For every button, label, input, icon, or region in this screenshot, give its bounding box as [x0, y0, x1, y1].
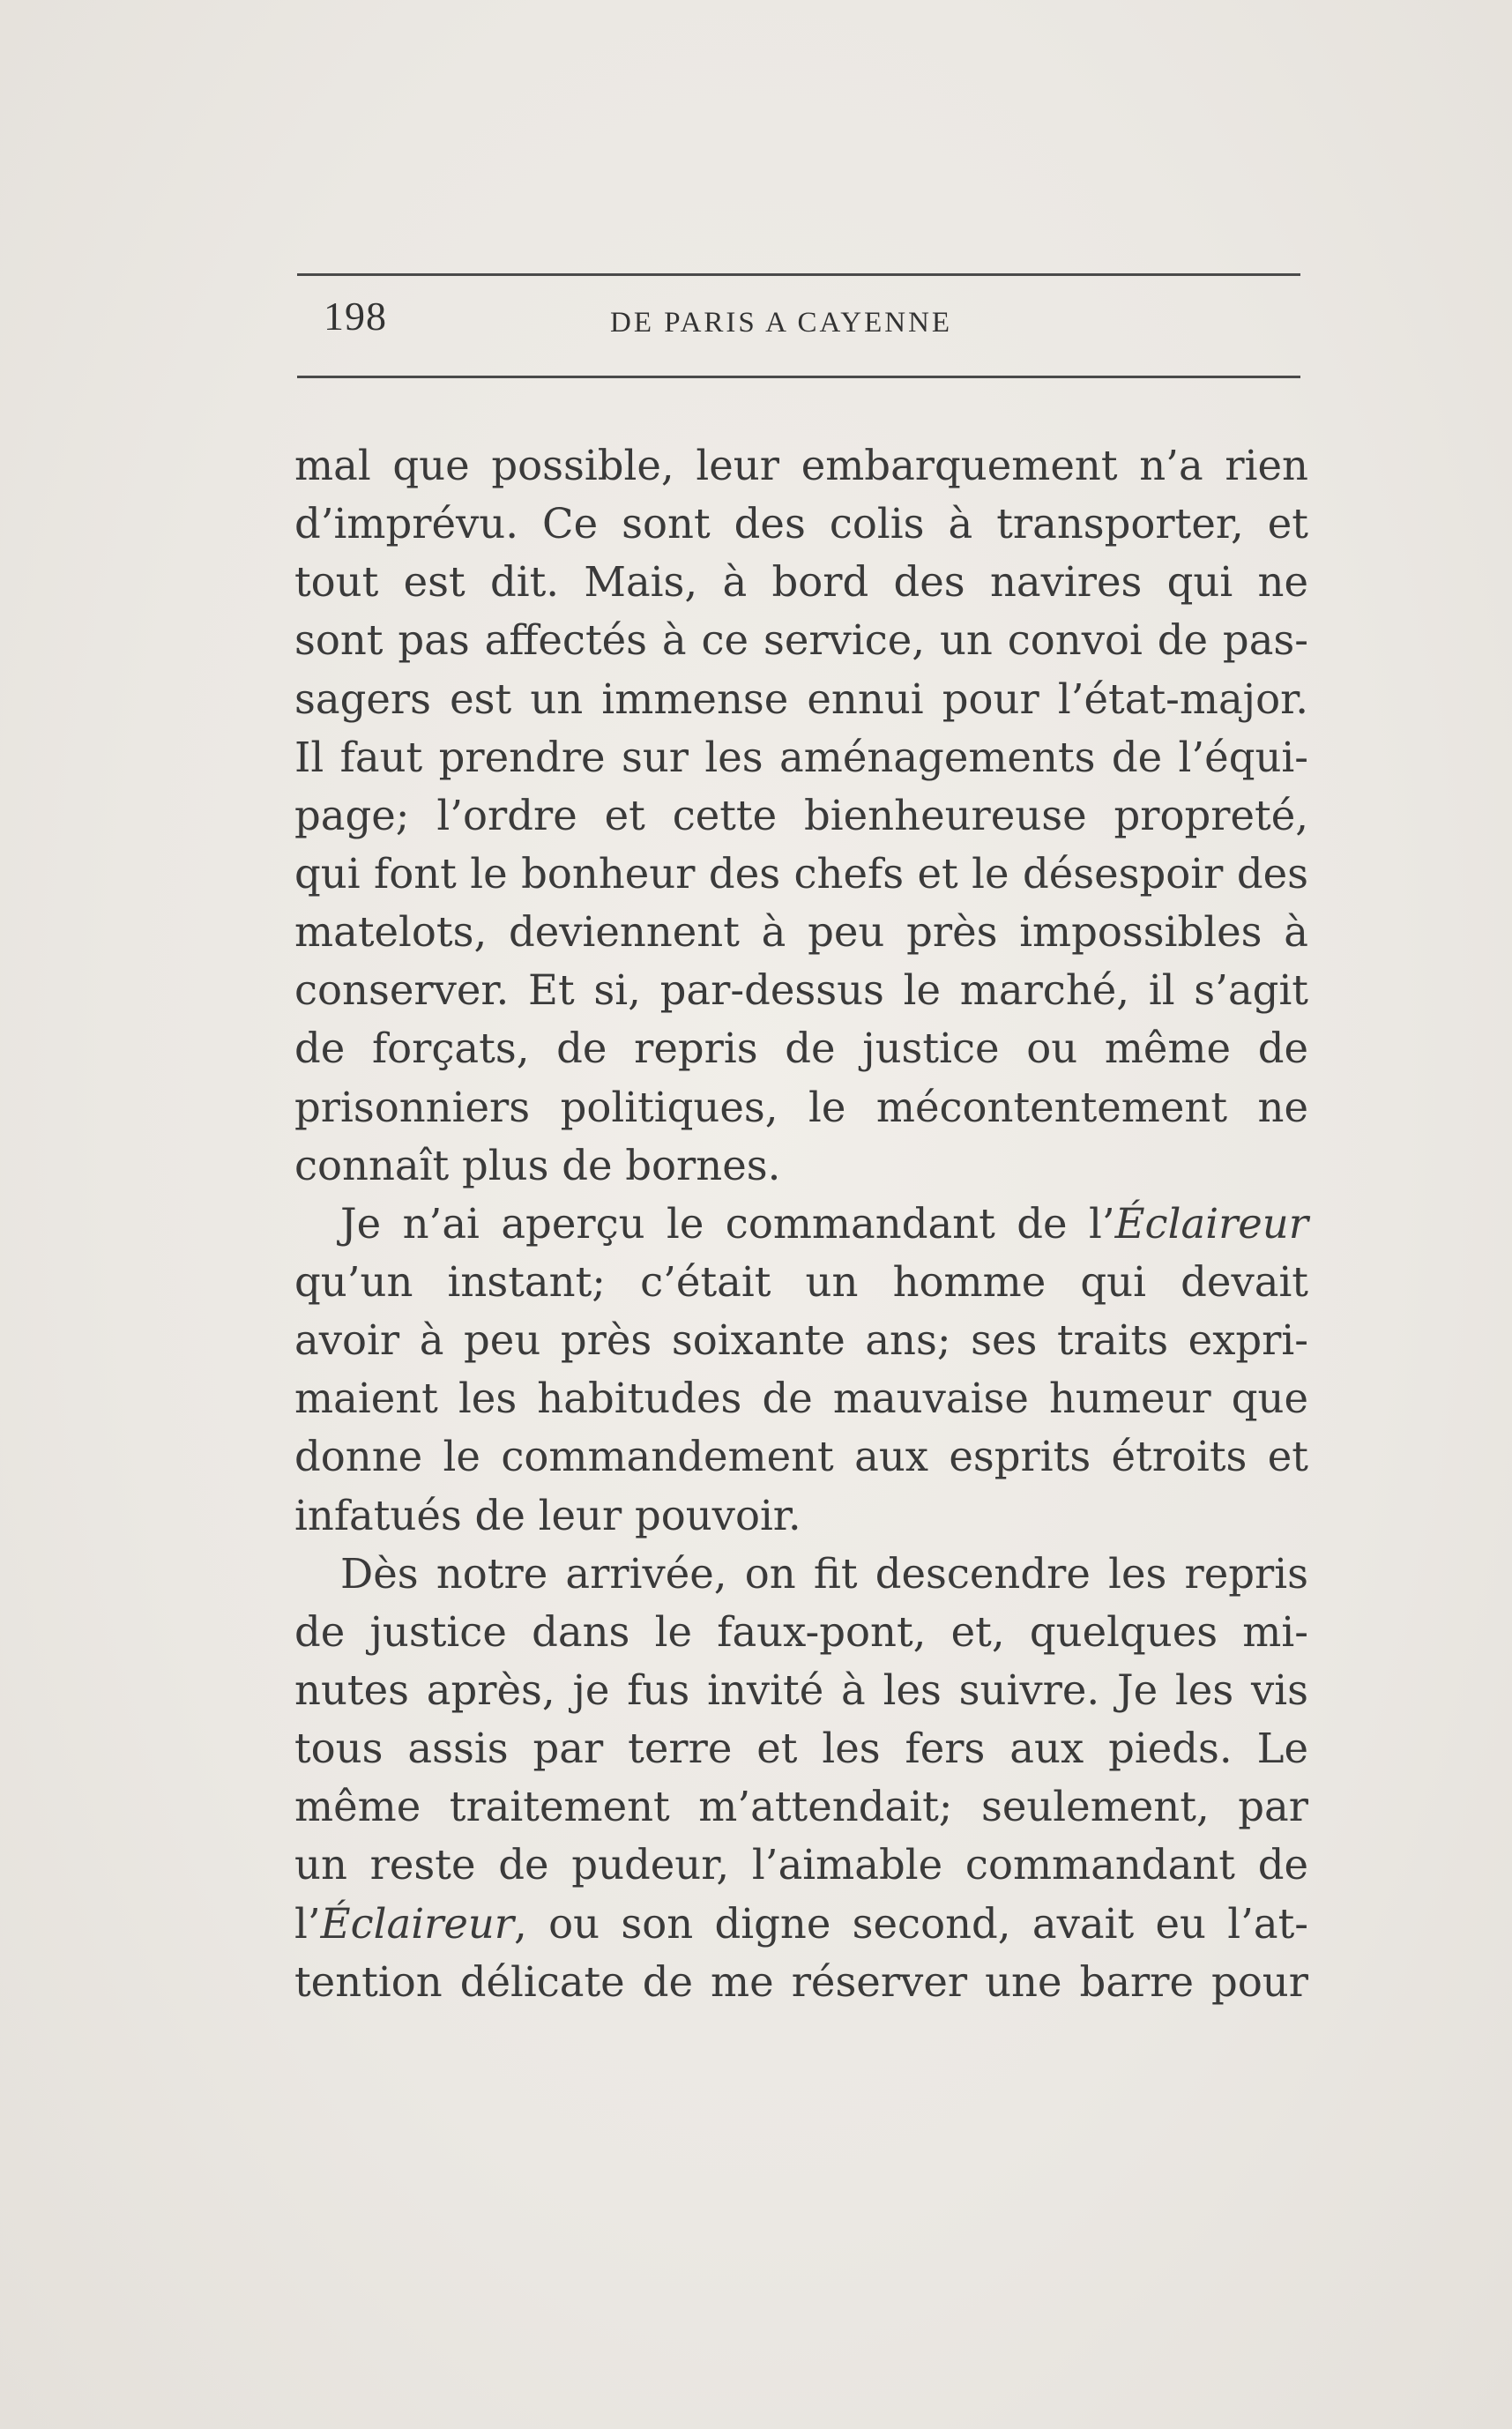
running-title: DE PARIS A CAYENNE — [610, 307, 953, 339]
ship-name: Éclaireur — [320, 1899, 515, 1948]
text-line: un reste de pudeur, l’aimable commandant de — [294, 1841, 1308, 1889]
text-line: de justice dans le faux-pont, et, quelques mi- — [294, 1607, 1308, 1656]
text-segment: Je n’ai aperçu le commandant de l’ — [340, 1199, 1115, 1248]
body-text — [294, 436, 1308, 2011]
text-line: qu’un instant; c’était un homme qui devait — [294, 1257, 1308, 1306]
text-line: d’imprévu. Ce sont des colis à transporter, et — [294, 500, 1308, 548]
text-line: mal que possible, leur embarquement n’a rien — [294, 442, 1308, 489]
text-segment: , ou son digne second, avait eu l’at- — [514, 1899, 1308, 1948]
text-line: donne le commandement aux esprits étroits et — [294, 1433, 1308, 1481]
page-header — [297, 293, 1300, 354]
text-line: nutes après, je fus invité à les suivre. Je les vis — [294, 1665, 1308, 1714]
header-top-rule — [297, 273, 1300, 276]
text-line: conserver. Et si, par-dessus le marché, il s’agit — [294, 966, 1308, 1015]
text-line: sont pas affectés à ce service, un convoi de pas- — [294, 616, 1308, 665]
text-line: qui font le bonheur des chefs et le désespoir des — [294, 849, 1308, 898]
text-line: matelots, deviennent à peu près impossibles à — [294, 908, 1308, 957]
text-line: Il faut prendre sur les aménagements de l’équi- — [294, 733, 1308, 781]
text-line: avoir à peu près soixante ans; ses traits expri- — [294, 1316, 1308, 1365]
text-line: connaît plus de bornes. — [294, 1141, 781, 1189]
text-line: tous assis par terre et les fers aux pieds. Le — [294, 1725, 1308, 1773]
ship-name: Éclaireur — [1114, 1199, 1308, 1248]
text-line: tention délicate de me réserver une barre pour — [294, 1957, 1308, 2006]
text-line: de forçats, de repris de justice ou même de — [294, 1025, 1308, 1073]
text-line: Dès notre arrivée, on fit descendre les repris — [340, 1549, 1308, 1598]
page-number: 198 — [324, 294, 387, 339]
text-line: prisonniers politiques, le mécontentement ne — [294, 1083, 1308, 1131]
text-line: tout est dit. Mais, à bord des navires qui ne — [294, 558, 1308, 607]
header-bottom-rule — [297, 376, 1300, 378]
text-line: page; l’ordre et cette bienheureuse propreté, — [294, 791, 1308, 839]
text-line: même traitement m’attendait; seulement, par — [294, 1783, 1308, 1831]
text-segment: l’ — [294, 1899, 321, 1948]
text-line — [294, 1895, 1308, 1953]
text-line: infatués de leur pouvoir. — [294, 1491, 801, 1539]
text-line — [294, 1195, 1308, 1253]
text-line: maient les habitudes de mauvaise humeur que — [294, 1375, 1308, 1423]
text-line: sagers est un immense ennui pour l’état-major. — [294, 674, 1308, 723]
